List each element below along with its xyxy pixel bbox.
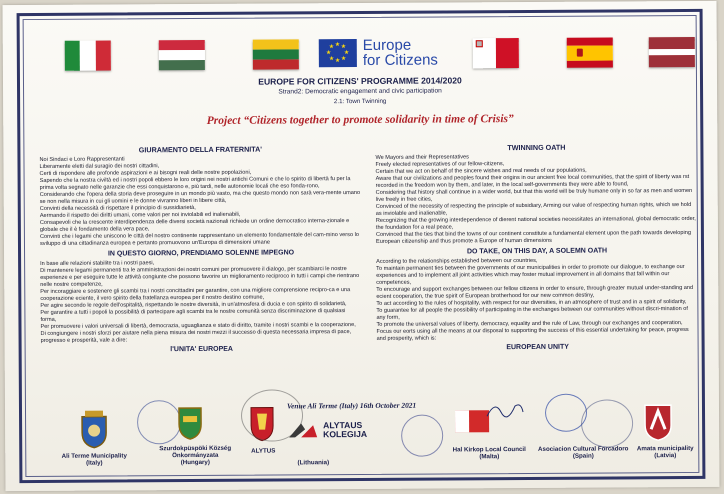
paragraph: Convinti della necessità di rispettare il principio di sussidiarietà,	[39, 205, 196, 212]
amata-crest-icon	[643, 403, 673, 441]
signatory-spain: Asociacion Cultural Forcadoro (Spain)	[538, 445, 629, 460]
italian-oath-closing: l'UNITA' EUROPEA	[170, 345, 233, 354]
eu-flag: ★ ★ ★ ★ ★ ★ ★ ★	[319, 39, 357, 67]
paragraph: Noi Sindaci e Loro Rappresentanti	[39, 156, 125, 163]
signatory-latvia: Amata municipality (Latvia)	[636, 444, 694, 460]
paragraph: To guarantee for all people the possibility of participating in the exchanges between our communities without discri-mination of any form,	[376, 306, 688, 321]
paragraph: Sapendo che la nostra civiltà ed i nostri popoli ebbero le loro origini nei nostri antichi Comuni e che lo spirito di libertà fu per la prima volta segnato nelle garanzie che essi conquistarono e, più tardi, nelle autonomie locali che eso fonda-rono,	[39, 176, 351, 191]
alytaus-kolegija-logo-icon	[287, 421, 319, 439]
spain-flag	[567, 37, 613, 67]
signatory-italy: Ali Terme Municipality (Italy)	[61, 452, 127, 467]
paragraph: In base alle relazioni stabilite tra i nostri paesi,	[40, 260, 155, 267]
programme-title: EUROPE FOR CITIZENS' PROGRAMME 2014/2020	[258, 75, 462, 87]
eu-logo-line1: Europe	[362, 36, 412, 54]
italian-oath-column	[39, 145, 362, 357]
hal-kirkop-stamp-icon	[401, 415, 443, 457]
english-oath-closing: EUROPEAN UNITY	[506, 343, 569, 352]
signature-icon	[485, 398, 525, 422]
hal-kirkop-logo-icon	[455, 410, 489, 432]
certificate-sheet	[3, 1, 720, 491]
lithuania-flag	[253, 39, 299, 69]
paragraph: According to the relationships established between our countries,	[376, 257, 538, 265]
paragraph: We Mayors and their Representatives	[375, 154, 469, 161]
italy-flag	[65, 41, 111, 71]
english-oath-title: TWINNING OATH	[507, 142, 566, 153]
measure-line: 2.1: Town Twinning	[333, 97, 387, 106]
paragraph: Per promuovere i valori universali di libertà, democrazia, uguaglianza e stato di diritto, tramite i nostri scambi e la cooperazione,	[40, 322, 356, 330]
signatory-lithuania-name: ALYTUS	[251, 447, 276, 455]
signatory-lithuania-country: (Lithuania)	[297, 459, 330, 467]
paragraph: Considering that history shall continue in a wider world, but that this world will be truly humane only in so far as men and women live freely in free cities,	[375, 187, 693, 203]
paragraph: Recognizing that the growing interdependence of dierent national societies necessitates an international, global democratic order, the foundation for a real peace,	[375, 215, 696, 231]
signatory-hungary: Szurdokpüspöki Község Önkormányzata (Hungary)	[159, 444, 232, 467]
english-oath-column	[375, 143, 698, 355]
paragraph: Convinti che i legami che uniscono le città del nostro continente rappresentano un elemento fondamentale del cam-mino verso lo sviluppo di una cittadinanza europea e pertanto promuovono un'Europa di dimensioni umane	[39, 232, 359, 247]
paragraph: To maintain permanent ties between the governments of our municipalities in order to promote our dialogue, to exchange our experiences and to implement all joint activities which may foster mutual improvement in all domains that fall within our competences,	[376, 264, 685, 286]
paragraph: Focus our eorts using all the means at our disposal to supporting the success of this essential undertaking for peace, progress and prosperity, which is:	[376, 326, 689, 342]
europe-for-citizens-logo	[319, 32, 469, 73]
project-title: Project “Citizens together to promote solidarity in time of Crisis”	[206, 113, 514, 127]
italian-oath-title: GIURAMENTO DELLA FRATERNITA'	[138, 144, 263, 155]
paragraph: Consapevoli che la crescente interdipendenza delle diversi società nazionali richiede un ordine democratico interna-zionale e globale che il è fondamento della vera pace,	[39, 218, 350, 233]
paragraph: To act according to the rules of hospitality, with respect for our diversities, in an atmosphere of trust and in a spirit of solidarity,	[376, 299, 687, 307]
flags-row	[41, 31, 679, 77]
malta-flag	[473, 38, 519, 68]
hungary-flag	[159, 40, 205, 70]
paragraph: Considerando che l'opera della storia deve proseguire in un mondo più vasto, ma che questo mondo non sarà vera-mente umano se non nella misura in cui gli uomini e le donne vivranno liberi in libere città,	[39, 190, 361, 205]
paragraph: Aermando il rispetto dei diritti umani, come valori per noi inviolabili ed inalienabili,	[39, 211, 241, 219]
paragraph: Freely elected representatives of our fellow-citizens,	[375, 161, 505, 168]
latvia-flag	[649, 37, 695, 67]
forcadoro-seal-icon	[581, 399, 633, 447]
strand-line: Strand2: Democratic engagement and civic participation	[278, 87, 442, 96]
ali-terme-stamp-icon	[137, 400, 181, 444]
english-oath-subtitle: DO TAKE, ON THIS DAY, A SOLEMN OATH	[466, 247, 608, 256]
eu-logo-line2: for Citizens	[362, 51, 438, 69]
paragraph: Certi di rispondere alle profonde aspirazioni e ai bisogni reali delle nostre popolazioni,	[39, 169, 252, 177]
paragraph: To promote the universal values of liberty, democracy, equality and the rule of Law, through our exchanges and cooperation,	[376, 320, 683, 328]
signatory-malta: Hal Kirkop Local Council (Malta)	[452, 445, 526, 461]
paragraph: Convinced that the ties that bind the towns of our continent constitute a fundamental element upon the path towards developing European citizenship and thus promote a Europe of human dimensions	[375, 229, 691, 245]
italian-oath-subtitle: IN QUESTO GIORNO, PRENDIAMO SOLENNE IMPEGNO	[107, 249, 295, 258]
paragraph: Di mantenere legami permanenti tra le amministrazioni dei nostri comuni per promuovere il dialogo, per scambiarci le nostre esperienze e per eseguire tutte le attività congiunte che possono favorire un miglioramento reciproco in tutti i campi che rientrano nelle nostre competenze,	[40, 266, 360, 288]
paragraph: Convinced of the necessity of respecting the principle of subsidiary, Arming our value of respecting human rights, which we hold as inviolable and inalienable,	[375, 201, 692, 217]
szurdokpuspoki-crest-icon	[177, 406, 203, 440]
paragraph: Per incoraggiare e sostenere gli scambi tra i nostri concittadini per garantire, con una migliore comprensione recipro-ca e una cooperazione eciente, il vero spirito della fratellanza europea per il nostro destino comune,	[40, 287, 351, 302]
paragraph: Liberamente eletti dal suragio dei nostri cittadini,	[39, 163, 160, 170]
paragraph: Di congiungere i nostri sforzi per aiutare nella piena misura dei nostri mezzi il successo di questa necessaria impresa di pace, progresso e prosperità, vale a dire:	[40, 329, 352, 344]
paragraph: Per agire secondo le regole dell'ospitalità, rispettando le nostre diversità, in un'atmosfera di ducia e con spirito di solidarietà,	[40, 301, 347, 309]
venue-line: Venue Ali Terme (Italy) 16th October 2021	[286, 400, 417, 411]
paragraph: Aware that our civilizations and peoples found their origins in our ancient free local communities, that the spirit of liberty was rst recorded in the freedom won by them, and later, in the local self-governments they were able to found,	[375, 173, 690, 189]
alytaus-kolegija-text: ALYTAUS KOLEGIJA	[323, 419, 368, 440]
paragraph: Per garantire a tutti i popoli la possibilità di partecipare agli scambi tra le nostre comunità senza discriminazione di qualsiasi forma,	[40, 308, 346, 323]
ali-terme-crest-icon	[79, 409, 109, 449]
paragraph: To encourage and support exchanges between our fellow citizens in order to ensure, through greater mutual under-standing and ecient cooperation, the true spirit of European brotherhood for our new common destiny,	[376, 284, 694, 300]
paragraph: Certain that we act on behalf of the sincere wishes and real needs of our populations,	[375, 167, 587, 175]
